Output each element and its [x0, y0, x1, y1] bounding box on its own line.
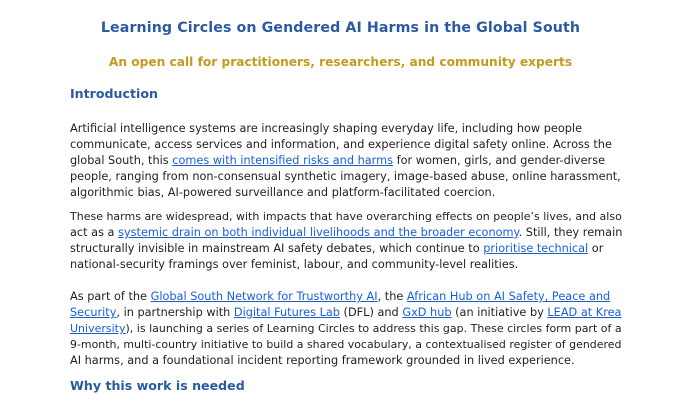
text-line: AI harms, and a foundational incident reporting framework grounded in lived experience.	[70, 354, 575, 367]
text-segment: , in partnership with	[116, 306, 234, 319]
link-intensified-risks[interactable]: comes with intensified risks and harms	[172, 154, 394, 167]
link-african-hub-cont[interactable]: Security	[70, 306, 117, 319]
paragraph-intro-1	[70, 121, 625, 201]
text-line: Artificial intelligence systems are increasingly shaping everyday life, including how people	[70, 122, 583, 135]
text-segment: , the	[377, 290, 407, 303]
text-segment: ), is launching a series of Learning Circles to address this gap. These circles form part of a	[125, 322, 622, 335]
text-segment: structurally invisible in mainstream AI safety debates, which continue to	[70, 242, 484, 255]
text-segment: act as a	[70, 226, 119, 239]
text-line	[70, 305, 625, 321]
link-systemic-drain[interactable]: systemic drain on both individual livelihoods and the broader economy	[118, 226, 519, 239]
link-gxd-hub[interactable]: GxD hub	[402, 306, 452, 319]
text-line: algorithmic bias, AI-powered surveillance and platform-facilitated coercion.	[70, 186, 496, 199]
section-heading-why-needed: Why this work is needed	[70, 378, 245, 393]
link-lead-krea-cont[interactable]: University	[70, 322, 126, 335]
text-segment: for women, girls, and gender-diverse	[393, 154, 606, 167]
text-line	[70, 321, 625, 337]
text-segment: As part of the	[70, 290, 151, 303]
page-title: Learning Circles on Gendered AI Harms in the Global South	[100, 20, 581, 36]
text-line	[70, 225, 625, 241]
text-line: national-security framings over feminist, labour, and community-level realities.	[70, 258, 519, 271]
text-line	[70, 153, 625, 169]
text-line: communicate, access services and information, and experience digital safety online. Across the	[70, 138, 612, 151]
text-line: people, ranging from non-consensual synthetic imagery, image-based abuse, online harassment,	[70, 170, 621, 183]
link-prioritise-technical[interactable]: prioritise technical	[483, 242, 589, 255]
section-heading-introduction: Introduction	[70, 86, 158, 101]
text-line: 9-month, multi-country initiative to build a shared vocabulary, a contextualised register of gendered	[70, 338, 622, 351]
link-lead-krea[interactable]: LEAD at Krea	[547, 306, 622, 319]
text-segment: or	[588, 242, 604, 255]
link-african-hub[interactable]: African Hub on AI Safety, Peace and	[406, 290, 611, 303]
text-line	[70, 289, 625, 305]
link-global-south-network[interactable]: Global South Network for Trustworthy AI	[150, 290, 378, 303]
paragraph-intro-3	[70, 289, 625, 369]
text-line: These harms are widespread, with impacts that have overarching effects on people’s lives, and also	[70, 210, 622, 223]
text-line	[70, 241, 625, 257]
paragraph-intro-2	[70, 209, 625, 273]
text-segment: (DFL) and	[339, 306, 403, 319]
page-subtitle: An open call for practitioners, researchers, and community experts	[108, 55, 573, 69]
link-digital-futures-lab[interactable]: Digital Futures Lab	[233, 306, 340, 319]
text-segment: global South, this	[70, 154, 173, 167]
text-segment: . Still, they remain	[518, 226, 623, 239]
text-segment: (an initiative by	[451, 306, 548, 319]
